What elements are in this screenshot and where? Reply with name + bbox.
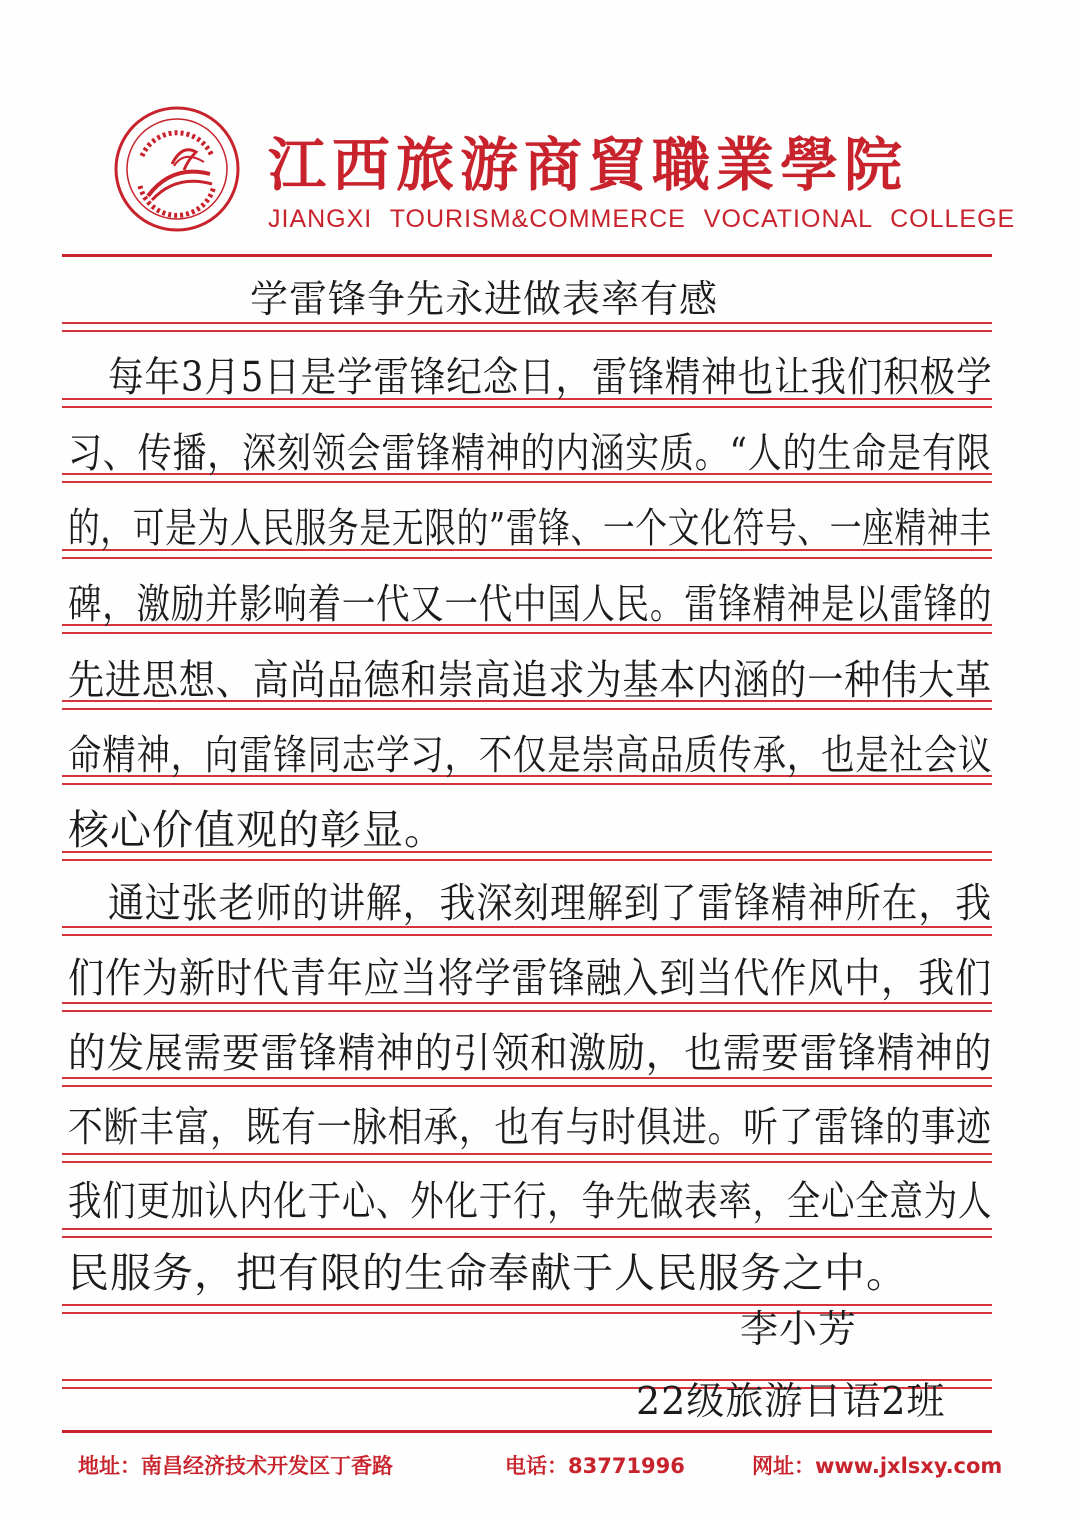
ruled-line [62,1010,992,1012]
letter-line-3: 的，可是为人民服务是无限的”雷锋、一个文化符号、一座精神丰 [68,504,992,552]
ruled-line [62,557,992,559]
ruled-line [62,1153,992,1155]
letter-line-9: 们作为新时代青年应当将学雷锋融入到当代作风中，我们 [68,954,992,1002]
letter-line-4: 碑，激励并影响着一代又一代中国人民。雷锋精神是以雷锋的 [68,580,993,628]
letter-title: 学雷锋争先永进做表率有感 [250,277,719,321]
letter-line-13: 民服务，把有限的生命奉献于人民服务之中。 [68,1249,908,1297]
letter-line-5: 先进思想、高尚品德和崇高追求为基本内涵的一种伟大革 [68,656,992,704]
college-name-english: JIANGXI TOURISM&COMMERCE VOCATIONAL COLLEGE [268,205,1016,233]
footer-address: 地址：南昌经济技术开发区丁香路 [78,1454,393,1478]
ruled-line [62,1085,992,1087]
ruled-line [62,1228,992,1230]
footer-divider [62,1430,992,1433]
letter-line-2: 习、传播，深刻领会雷锋精神的内涵实质。“人的生命是有限 [68,429,992,477]
ruled-line [62,406,992,408]
ruled-line [62,859,992,861]
ruled-line [62,934,992,936]
college-name-chinese: 江西旅游商貿職業學院 [268,131,909,199]
ruled-line [62,481,992,483]
header-divider [62,254,992,257]
letter-line-8: 通过张老师的讲解，我深刻理解到了雷锋精神所在，我 [108,879,993,927]
signature-class: 22级旅游日语2班 [636,1379,946,1423]
ruled-line [62,330,992,332]
ruled-line [62,632,992,634]
footer-phone: 电话：83771996 [505,1454,685,1478]
ruled-line [62,708,992,710]
footer-website: 网址：www.jxlsxy.com [752,1454,1003,1478]
ruled-line [62,783,992,785]
letter-line-6: 命精神，向雷锋同志学习，不仅是崇高品质传承，也是社会议 [68,731,993,779]
letter-line-12: 我们更加认内化于心、外化于行，争先做表率，全心全意为人 [68,1177,993,1225]
letter-line-1: 每年3月5日是学雷锋纪念日，雷锋精神也让我们积极学 [108,353,993,401]
letter-line-7: 核心价值观的彰显。 [68,806,446,854]
signature-name: 李小芳 [740,1307,858,1351]
ruled-line [62,1236,992,1238]
letter-line-11: 不断丰富，既有一脉相承，也有与时俱进。听了雷锋的事迹 [68,1103,992,1151]
letter-line-10: 的发展需要雷锋精神的引领和激励，也需要雷锋精神的 [68,1029,993,1077]
college-seal-logo [112,104,242,234]
ruled-line [62,1161,992,1163]
